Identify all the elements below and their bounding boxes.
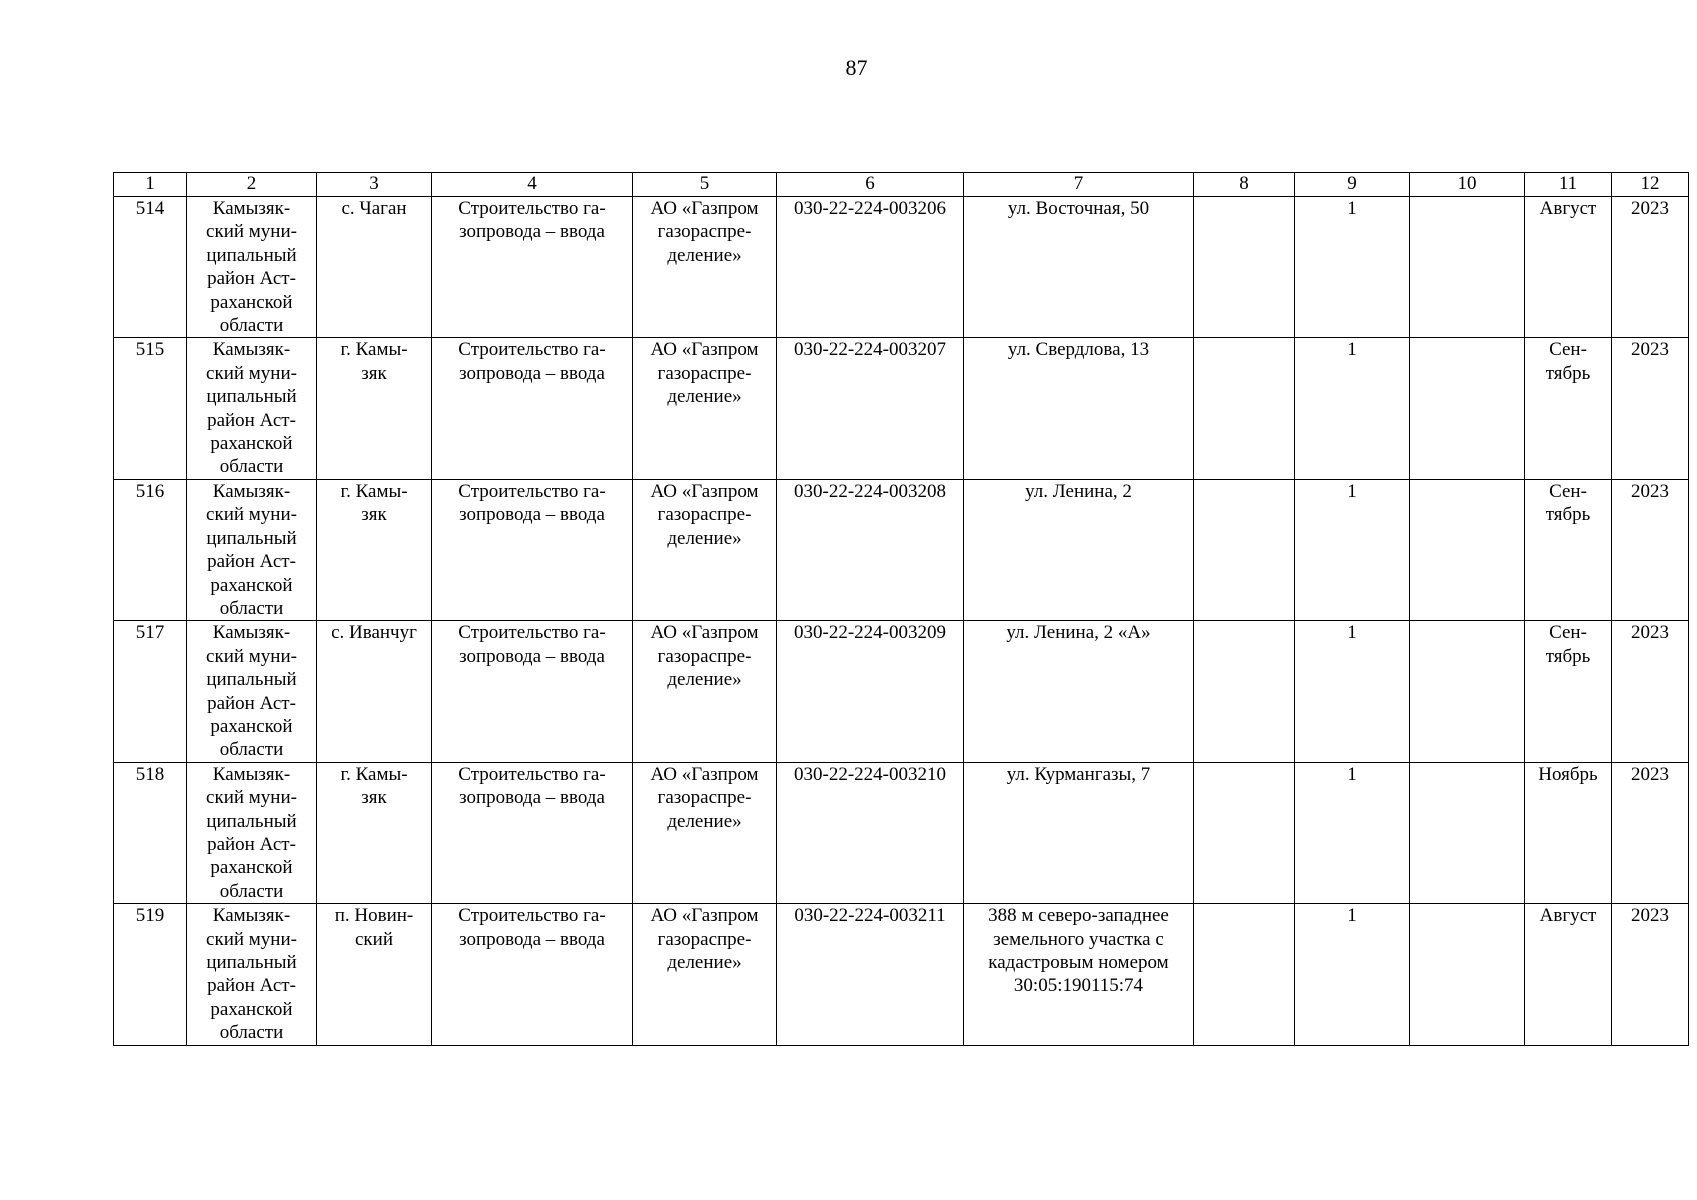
organization-cell: АО «Газпром газораспре- деление» (633, 338, 777, 479)
work-type-cell: Строительство га- зопровода – ввода (432, 479, 633, 620)
address-cell: ул. Курмангазы, 7 (964, 762, 1194, 903)
column-8-cell (1194, 762, 1295, 903)
district-cell: Камызяк- ский муни- ципальный район Аст- раханской области (187, 762, 317, 903)
year-cell: 2023 (1612, 762, 1689, 903)
address-cell: ул. Свердлова, 13 (964, 338, 1194, 479)
row-number-cell: 519 (114, 904, 187, 1045)
column-header: 7 (964, 173, 1194, 197)
address-cell: 388 м северо-западнее земельного участка с кадастровым номером 30:05:190115:74 (964, 904, 1194, 1045)
column-header: 6 (777, 173, 964, 197)
settlement-cell: с. Чаган (317, 197, 432, 338)
settlement-cell: г. Камы- зяк (317, 338, 432, 479)
month-cell: Сен- тябрь (1525, 621, 1612, 762)
organization-cell: АО «Газпром газораспре- деление» (633, 197, 777, 338)
column-10-cell (1410, 338, 1525, 479)
code-cell: 030-22-224-003207 (777, 338, 964, 479)
column-10-cell (1410, 197, 1525, 338)
month-cell: Сен- тябрь (1525, 338, 1612, 479)
column-header: 2 (187, 173, 317, 197)
column-header: 10 (1410, 173, 1525, 197)
quantity-cell: 1 (1295, 762, 1410, 903)
month-cell: Август (1525, 904, 1612, 1045)
year-cell: 2023 (1612, 338, 1689, 479)
row-number-cell: 518 (114, 762, 187, 903)
district-cell: Камызяк- ский муни- ципальный район Аст- раханской области (187, 479, 317, 620)
month-cell: Сен- тябрь (1525, 479, 1612, 620)
code-cell: 030-22-224-003211 (777, 904, 964, 1045)
address-cell: ул. Ленина, 2 «А» (964, 621, 1194, 762)
settlement-cell: г. Камы- зяк (317, 762, 432, 903)
page-number: 87 (845, 55, 868, 80)
column-10-cell (1410, 479, 1525, 620)
settlement-cell: с. Иванчуг (317, 621, 432, 762)
month-cell: Август (1525, 197, 1612, 338)
code-cell: 030-22-224-003210 (777, 762, 964, 903)
work-type-cell: Строительство га- зопровода – ввода (432, 621, 633, 762)
column-8-cell (1194, 621, 1295, 762)
organization-cell: АО «Газпром газораспре- деление» (633, 621, 777, 762)
column-header: 4 (432, 173, 633, 197)
column-10-cell (1410, 762, 1525, 903)
address-cell: ул. Ленина, 2 (964, 479, 1194, 620)
address-cell: ул. Восточная, 50 (964, 197, 1194, 338)
quantity-cell: 1 (1295, 904, 1410, 1045)
quantity-cell: 1 (1295, 197, 1410, 338)
year-cell: 2023 (1612, 479, 1689, 620)
district-cell: Камызяк- ский муни- ципальный район Аст- раханской области (187, 338, 317, 479)
column-8-cell (1194, 479, 1295, 620)
code-cell: 030-22-224-003206 (777, 197, 964, 338)
table-row (114, 762, 1689, 903)
column-header: 9 (1295, 173, 1410, 197)
column-header: 12 (1612, 173, 1689, 197)
column-8-cell (1194, 904, 1295, 1045)
quantity-cell: 1 (1295, 621, 1410, 762)
settlement-cell: п. Новин- ский (317, 904, 432, 1045)
column-header: 5 (633, 173, 777, 197)
organization-cell: АО «Газпром газораспре- деление» (633, 479, 777, 620)
month-cell: Ноябрь (1525, 762, 1612, 903)
row-number-cell: 515 (114, 338, 187, 479)
row-number-cell: 517 (114, 621, 187, 762)
work-type-cell: Строительство га- зопровода – ввода (432, 197, 633, 338)
code-cell: 030-22-224-003209 (777, 621, 964, 762)
settlement-cell: г. Камы- зяк (317, 479, 432, 620)
district-cell: Камызяк- ский муни- ципальный район Аст- раханской области (187, 621, 317, 762)
column-10-cell (1410, 904, 1525, 1045)
column-header: 1 (114, 173, 187, 197)
organization-cell: АО «Газпром газораспре- деление» (633, 904, 777, 1045)
column-8-cell (1194, 338, 1295, 479)
column-header: 3 (317, 173, 432, 197)
year-cell: 2023 (1612, 904, 1689, 1045)
work-type-cell: Строительство га- зопровода – ввода (432, 904, 633, 1045)
table-row (114, 479, 1689, 620)
work-type-cell: Строительство га- зопровода – ввода (432, 338, 633, 479)
district-cell: Камызяк- ский муни- ципальный район Аст- раханской области (187, 197, 317, 338)
year-cell: 2023 (1612, 197, 1689, 338)
table-header-row (114, 173, 1689, 197)
column-8-cell (1194, 197, 1295, 338)
district-cell: Камызяк- ский муни- ципальный район Аст- раханской области (187, 904, 317, 1045)
work-type-cell: Строительство га- зопровода – ввода (432, 762, 633, 903)
quantity-cell: 1 (1295, 479, 1410, 620)
table-row (114, 197, 1689, 338)
column-header: 8 (1194, 173, 1295, 197)
organization-cell: АО «Газпром газораспре- деление» (633, 762, 777, 903)
table-row (114, 338, 1689, 479)
data-table (113, 172, 1689, 1046)
table-row (114, 904, 1689, 1045)
table-row (114, 621, 1689, 762)
row-number-cell: 516 (114, 479, 187, 620)
row-number-cell: 514 (114, 197, 187, 338)
quantity-cell: 1 (1295, 338, 1410, 479)
column-header: 11 (1525, 173, 1612, 197)
code-cell: 030-22-224-003208 (777, 479, 964, 620)
year-cell: 2023 (1612, 621, 1689, 762)
column-10-cell (1410, 621, 1525, 762)
